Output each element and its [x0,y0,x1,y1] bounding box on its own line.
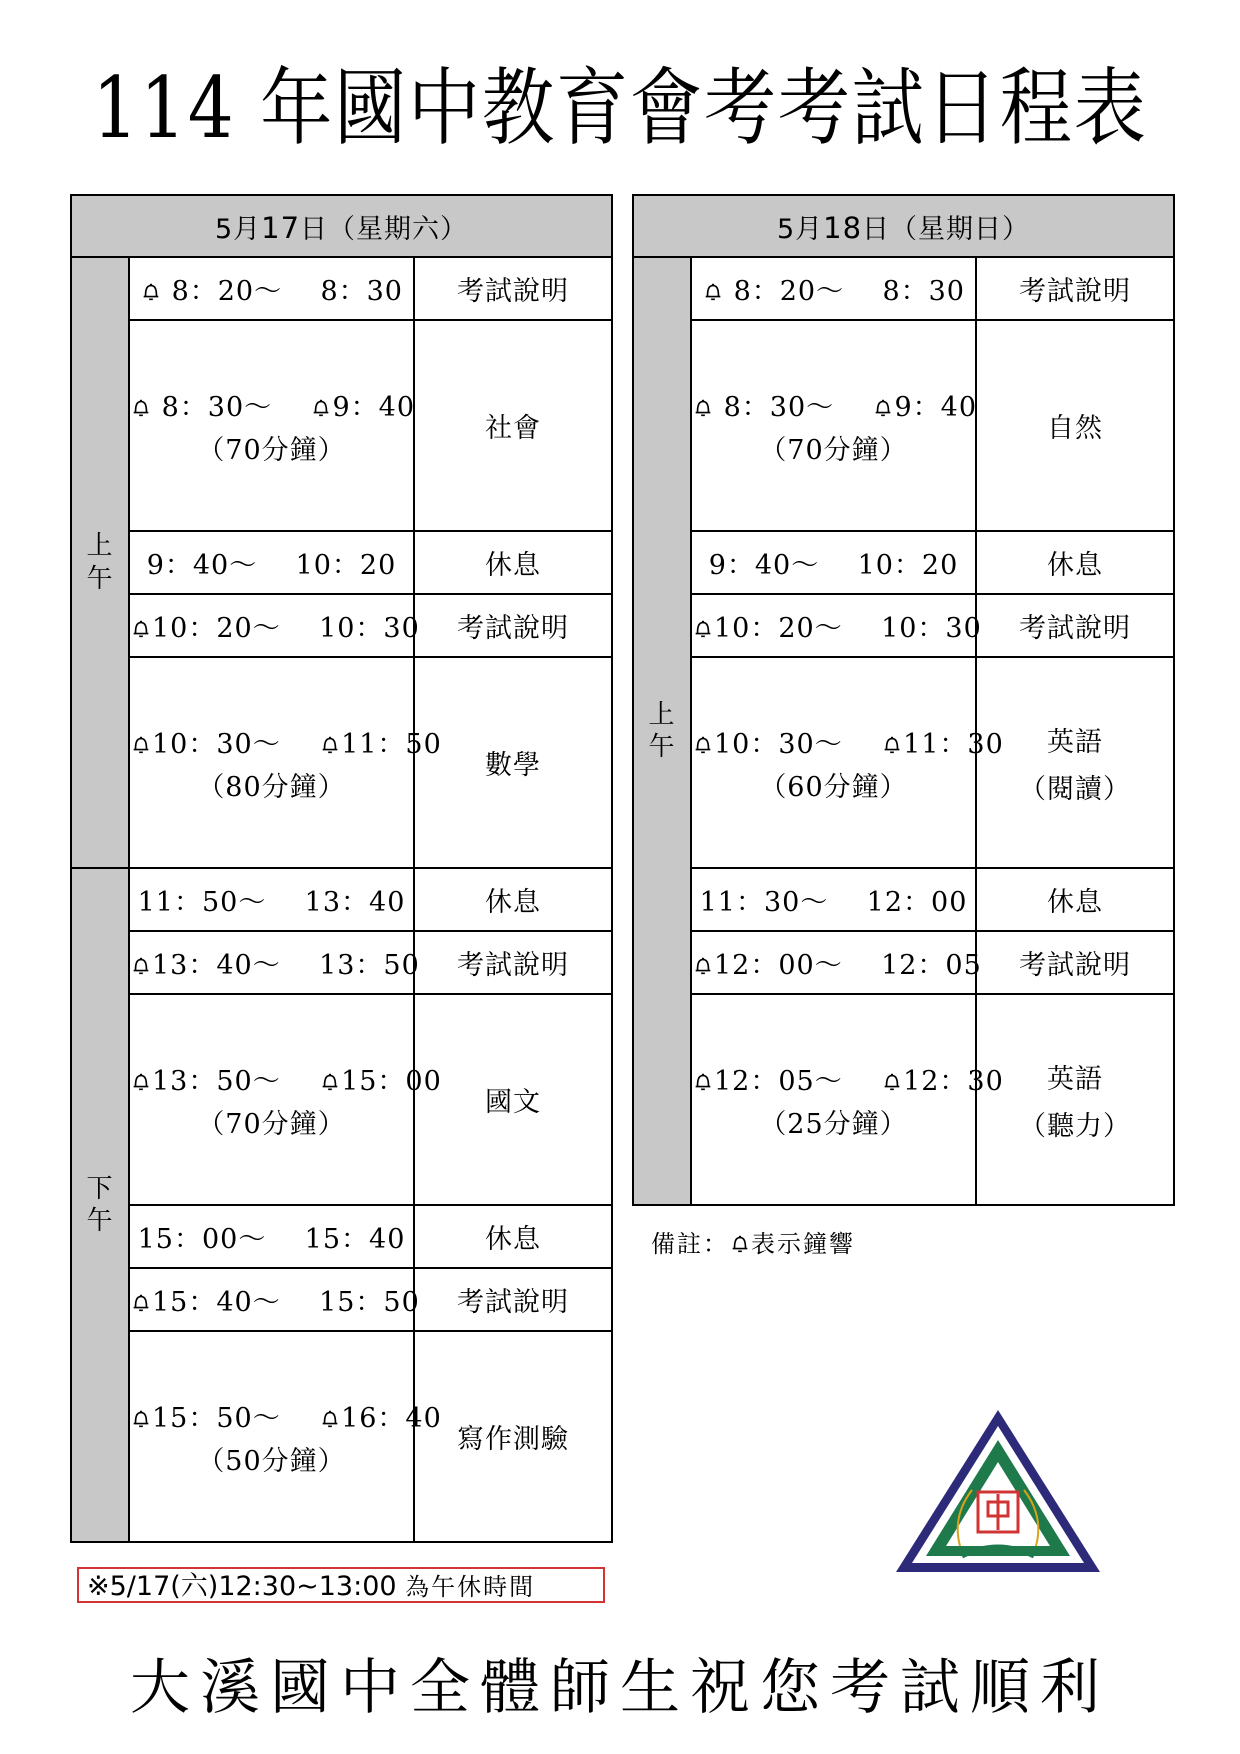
subject-cell: 休息 [414,1205,612,1268]
legend-note: 備註： 表示鐘響 [651,1230,855,1258]
bell-icon [319,734,341,756]
time-cell: 10：20～ 10：30 [691,594,976,657]
table-row [633,320,1174,531]
bell-icon [729,1233,751,1255]
subject-cell: 休息 [414,868,612,931]
subject-cell: 考試說明 [414,594,612,657]
bell-icon [319,1071,341,1093]
subject-cell: 數學 [414,657,612,868]
day2-header: 5月18日（星期日） [633,195,1174,257]
subject-cell: 國文 [414,994,612,1205]
time-cell: 11：50～ 13：40 [129,868,414,931]
table-row [633,257,1174,320]
bell-icon [881,1071,903,1093]
table-row [71,657,612,868]
time-cell: 15：50～ 16：40 （50分鐘） [129,1331,414,1542]
time-cell: 13：50～ 15：00 （70分鐘） [129,994,414,1205]
subject-cell: 考試說明 [414,931,612,994]
time-cell: 9：40～ 10：20 [129,531,414,594]
subject-cell: 寫作測驗 [414,1331,612,1542]
duration: （25分鐘） [759,1108,908,1140]
subject-cell: 考試說明 [976,931,1174,994]
time-cell: 8：20～ 8：30 [691,257,976,320]
table-row [71,531,612,594]
page-title: 114 年國中教育會考考試日程表 [92,59,1148,157]
school-logo [892,1406,1104,1576]
time-cell: 8：20～ 8：30 [129,257,414,320]
bell-icon [130,734,152,756]
bell-icon [130,1071,152,1093]
bell-icon [692,1071,714,1093]
time-cell: 12：05～ 12：30 （25分鐘） [691,994,976,1205]
subject-cell: 休息 [976,868,1174,931]
bell-icon [872,397,894,419]
duration: （70分鐘） [197,1108,346,1140]
table-row [71,1205,612,1268]
schedule-day1 [70,194,613,1543]
time-cell: 10：30～ 11：50 （80分鐘） [129,657,414,868]
bell-icon [702,281,724,303]
subject-cell: 英語 （聽力） [976,994,1174,1205]
time-cell: 11：30～ 12：00 [691,868,976,931]
time-cell: 15：40～ 15：50 [129,1268,414,1331]
bell-icon [130,618,152,640]
table-row [633,994,1174,1205]
period-label-morning: 上 午 [633,257,691,1205]
table-row [71,1268,612,1331]
table-row [633,868,1174,931]
time-cell: 8：30～ 9：40 （70分鐘） [691,320,976,531]
subject-cell: 考試說明 [414,257,612,320]
period-label-afternoon: 下 午 [71,868,129,1542]
subject-cell: 社會 [414,320,612,531]
subject-cell: 英語 （閱讀） [976,657,1174,868]
bell-icon [692,955,714,977]
time-cell: 12：00～ 12：05 [691,931,976,994]
table-row [633,594,1174,657]
time-cell: 15：00～ 15：40 [129,1205,414,1268]
time-cell: 9：40～ 10：20 [691,531,976,594]
time-cell: 10：20～ 10：30 [129,594,414,657]
duration: （70分鐘） [759,434,908,466]
subject-cell: 考試說明 [976,257,1174,320]
table-row [71,320,612,531]
table-row [633,531,1174,594]
subject-cell: 自然 [976,320,1174,531]
subject-cell: 考試說明 [976,594,1174,657]
duration: （50分鐘） [197,1445,346,1477]
bell-icon [310,397,332,419]
table-row [633,931,1174,994]
subject-cell: 考試說明 [414,1268,612,1331]
bell-icon [319,1408,341,1430]
table-row [71,257,612,320]
day1-header: 5月17日（星期六） [71,195,612,257]
duration: （80分鐘） [197,771,346,803]
subject-cell: 休息 [414,531,612,594]
table-row [633,657,1174,868]
bell-icon [130,397,152,419]
period-label-morning: 上 午 [71,257,129,868]
bell-icon [692,397,714,419]
subject-cell: 休息 [976,531,1174,594]
table-row [71,868,612,931]
bell-icon [881,734,903,756]
bell-icon [692,618,714,640]
bell-icon [130,1292,152,1314]
table-row [71,931,612,994]
time-cell: 8：30～ 9：40 （70分鐘） [129,320,414,531]
bell-icon [140,281,162,303]
duration: （70分鐘） [197,434,346,466]
table-row [71,594,612,657]
bell-icon [130,955,152,977]
time-cell: 10：30～ 11：30 （60分鐘） [691,657,976,868]
footer-message: 大溪國中全體師生祝您考試順利 [130,1653,1110,1723]
schedule-day2 [632,194,1175,1206]
lunch-notice: ※5/17(六)12:30~13:00 為午休時間 [77,1567,605,1603]
bell-icon [130,1408,152,1430]
table-row [71,994,612,1205]
time-cell: 13：40～ 13：50 [129,931,414,994]
duration: （60分鐘） [759,771,908,803]
bell-icon [692,734,714,756]
table-row [71,1331,612,1542]
